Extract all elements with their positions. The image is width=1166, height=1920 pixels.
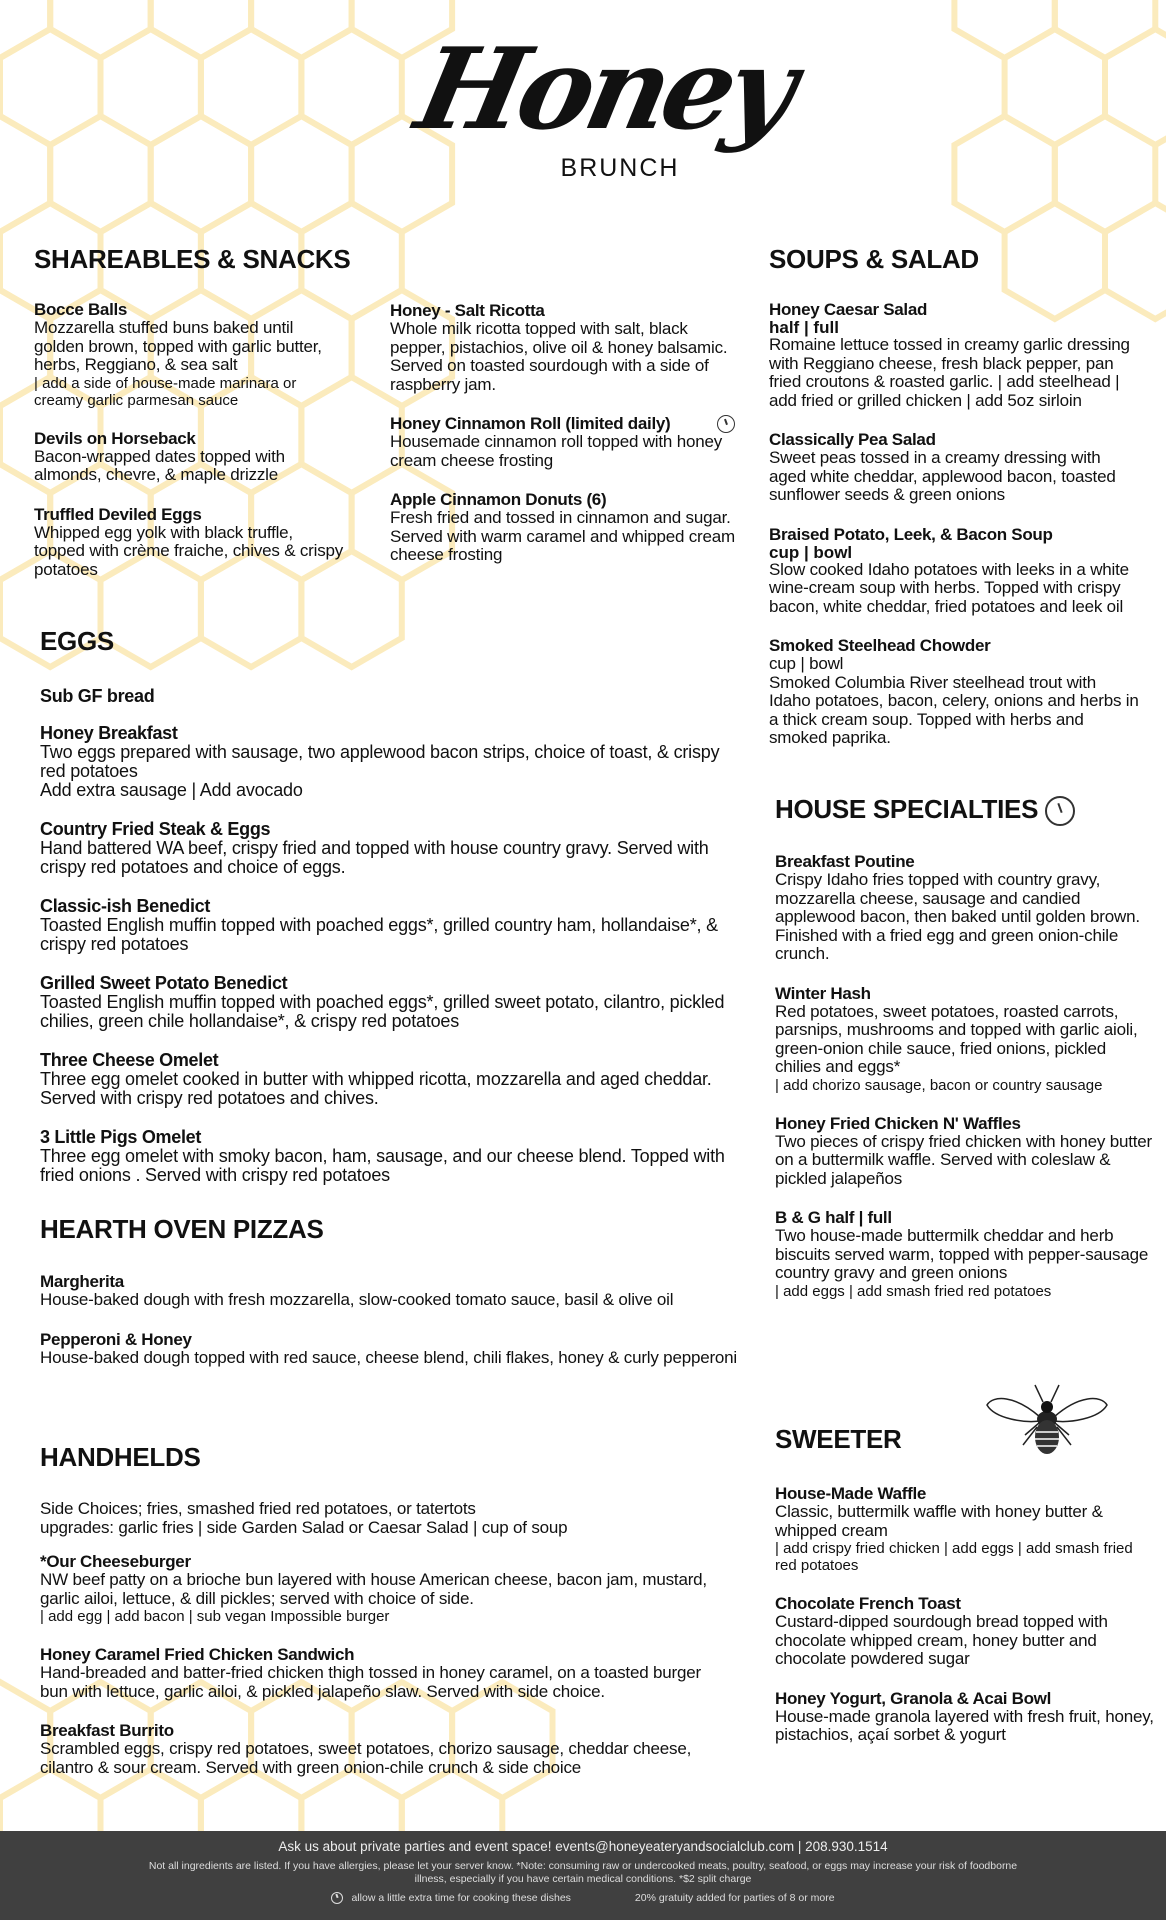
item-description: Slow cooked Idaho potatoes with leeks in a white wine-cream soup with herbs. Topped with crispy bacon, white cheddar, fried potatoes and leek oil bbox=[769, 559, 1129, 616]
menu-item bbox=[40, 1721, 720, 1777]
footer-notes bbox=[0, 1892, 1166, 1904]
menu-item bbox=[40, 1645, 720, 1701]
item-name: Country Fried Steak & Eggs bbox=[40, 819, 271, 839]
menu-item bbox=[769, 430, 1139, 505]
item-name: Pepperoni & Honey bbox=[40, 1329, 192, 1349]
menu-item bbox=[40, 1552, 720, 1625]
section-title-sweeter: SWEETER bbox=[775, 1424, 902, 1454]
item-name: *Our Cheeseburger bbox=[40, 1552, 191, 1571]
item-name: 3 Little Pigs Omelet bbox=[40, 1127, 202, 1147]
handhelds-intro bbox=[40, 1500, 740, 1537]
item-description: Toasted English muffin topped with poached eggs*, grilled sweet potato, cilantro, pickled chilies, green chile hollandaise*, & crispy red potatoes bbox=[40, 992, 725, 1031]
item-description: Crispy Idaho fries topped with country gravy, mozzarella cheese, sausage and candied applewood bacon, then baked until golden brown. Finished with a fried egg and green onion-chile crunch. bbox=[775, 870, 1140, 963]
menu-item bbox=[40, 974, 730, 1031]
menu-item bbox=[775, 1484, 1155, 1574]
sweeter-list bbox=[775, 1484, 1155, 1765]
item-size-options: cup | bowl bbox=[769, 654, 844, 673]
item-description: Hand-breaded and batter-fried chicken thigh tossed in honey caramel, on a toasted burger bun with lettuce, garlic ailoi, & pickled jalapeño slaw. Served with side choice. bbox=[40, 1663, 701, 1701]
menu-item bbox=[40, 1128, 730, 1185]
upgrades: upgrades: garlic fries | side Garden Salad or Caesar Salad | cup of soup bbox=[40, 1517, 568, 1537]
honeycomb-cell bbox=[1055, 0, 1156, 58]
section-title-specialties bbox=[775, 794, 1075, 826]
menu-item bbox=[40, 820, 730, 877]
menu-item bbox=[40, 1330, 740, 1368]
handhelds-list bbox=[40, 1552, 720, 1797]
item-name: Braised Potato, Leek, & Bacon Soup bbox=[769, 524, 1053, 544]
section-title-eggs: EGGS bbox=[40, 626, 114, 656]
menu-item bbox=[775, 984, 1155, 1094]
item-name: Breakfast Burrito bbox=[40, 1721, 174, 1740]
item-description: Classic, buttermilk waffle with honey butter & whipped cream bbox=[775, 1502, 1103, 1540]
menu-item bbox=[775, 1208, 1155, 1300]
item-name: Three Cheese Omelet bbox=[40, 1050, 219, 1070]
item-addons: | add egg | add bacon | sub vegan Impossible burger bbox=[40, 1608, 390, 1625]
clock-note-text: allow a little extra time for cooking these dishes bbox=[351, 1892, 571, 1904]
item-description: Two house-made buttermilk cheddar and herb biscuits served warm, topped with pepper-sausage country gravy and green onions bbox=[775, 1226, 1149, 1282]
item-addons: | add crispy fried chicken | add eggs | add smash fried red potatoes bbox=[775, 1540, 1133, 1574]
side-choices: Side Choices; fries, smashed fried red potatoes, or tatertots bbox=[40, 1499, 476, 1518]
item-description: Custard-dipped sourdough bread topped with chocolate whipped cream, honey butter and chocolate powdered sugar bbox=[775, 1612, 1108, 1668]
item-name: Grilled Sweet Potato Benedict bbox=[40, 973, 288, 993]
menu-item bbox=[769, 636, 1139, 748]
footer-gratuity: 20% gratuity added for parties of 8 or more bbox=[634, 1892, 835, 1904]
item-name: Honey Caesar Salad bbox=[769, 300, 928, 319]
item-name: B & G half | full bbox=[775, 1208, 892, 1227]
menu-item bbox=[769, 525, 1139, 617]
eggs-list bbox=[40, 724, 730, 1205]
item-description: Red potatoes, sweet potatoes, roasted carrots, parsnips, mushrooms and topped with garlic aioli, green-onion chile sauce, fried onions, pickled chilies and eggs* bbox=[775, 1001, 1138, 1076]
menu-item bbox=[775, 1689, 1155, 1745]
menu-item bbox=[40, 724, 730, 800]
item-name-row bbox=[390, 414, 735, 433]
menu-item bbox=[34, 429, 344, 485]
item-name: Breakfast Poutine bbox=[775, 852, 915, 871]
footer-clock-note bbox=[331, 1892, 570, 1904]
honeycomb-cell bbox=[0, 0, 50, 58]
item-description: Romaine lettuce tossed in creamy garlic dressing with Reggiano cheese, fresh black pepper, pan fried croutons & roasted garlic. | add steelhead | add fried or grilled chicken | add 5oz sirloin bbox=[769, 335, 1130, 410]
item-description: Hand battered WA beef, crispy fried and topped with house country gravy. Served with crispy red potatoes and choice of eggs. bbox=[40, 838, 709, 877]
specialties-title-text: HOUSE SPECIALTIES bbox=[775, 794, 1039, 824]
item-description: Two eggs prepared with sausage, two applewood bacon strips, choice of toast, & crispy red potatoes bbox=[40, 742, 720, 781]
item-name: Margherita bbox=[40, 1272, 124, 1291]
logo-wordmark: Honey bbox=[406, 24, 803, 155]
logo-subtitle: BRUNCH bbox=[560, 154, 680, 182]
item-description: Three egg omelet cooked in butter with whipped ricotta, mozzarella and aged cheddar. Served with crispy red potatoes and chives. bbox=[40, 1069, 712, 1108]
item-description: Mozzarella stuffed buns baked until golden brown, topped with garlic butter, herbs, Reggiano, & sea salt bbox=[34, 318, 322, 374]
item-addons: | add chorizo sausage, bacon or country sausage bbox=[775, 1076, 1103, 1094]
clock-icon bbox=[331, 1892, 343, 1904]
menu-item bbox=[390, 490, 735, 565]
item-name: Winter Hash bbox=[775, 983, 871, 1003]
item-addons: Add extra sausage | Add avocado bbox=[40, 780, 303, 800]
item-description: Fresh fried and tossed in cinnamon and sugar. Served with warm caramel and whipped cream cheese frosting bbox=[390, 508, 735, 564]
item-name: Honey Cinnamon Roll (limited daily) bbox=[390, 414, 671, 433]
menu-item bbox=[40, 1272, 740, 1310]
item-description: Toasted English muffin topped with poached eggs*, grilled country ham, hollandaise*, & crispy red potatoes bbox=[40, 915, 718, 954]
honeycomb-cell bbox=[954, 0, 1054, 58]
item-description: Whole milk ricotta topped with salt, black pepper, pistachios, olive oil & honey balsamic. Served on toasted sourdough with a side of raspberry jam. bbox=[390, 319, 728, 394]
item-description: Three egg omelet with smoky bacon, ham, sausage, and our cheese blend. Topped with fried onions . Served with crispy red potatoes bbox=[40, 1146, 725, 1185]
menu-item bbox=[390, 414, 735, 470]
item-name: Apple Cinnamon Donuts (6) bbox=[390, 490, 607, 509]
item-addons: | add a side of house-made marinara or creamy garlic parmesan sauce bbox=[34, 374, 297, 409]
item-name: Classic-ish Benedict bbox=[40, 896, 211, 916]
item-description: Two pieces of crispy fried chicken with honey butter on a buttermilk waffle. Served with coleslaw & pickled jalapeños bbox=[775, 1131, 1153, 1188]
menu-item bbox=[34, 300, 344, 409]
item-size-options: cup | bowl bbox=[769, 542, 853, 562]
menu-item bbox=[775, 1594, 1155, 1669]
item-name: Devils on Horseback bbox=[34, 428, 196, 448]
shareables-col1 bbox=[34, 300, 344, 599]
item-name: Honey Fried Chicken N' Waffles bbox=[775, 1113, 1021, 1133]
soups-list bbox=[769, 300, 1139, 768]
section-title-pizzas: HEARTH OVEN PIZZAS bbox=[40, 1214, 324, 1244]
specialties-list bbox=[775, 852, 1155, 1320]
item-description: Smoked Columbia River steelhead trout with Idaho potatoes, bacon, celery, onions and herbs in a thick cream soup. Topped with herbs and smoked paprika. bbox=[769, 672, 1139, 747]
section-title-soups: SOUPS & SALAD bbox=[769, 244, 979, 274]
menu-item bbox=[775, 1114, 1155, 1189]
item-description: House-made granola layered with fresh fruit, honey, pistachios, açaí sorbet & yogurt bbox=[775, 1706, 1154, 1744]
item-description: NW beef patty on a brioche bun layered with house American cheese, bacon jam, mustard, garlic ailoi, lettuce, & dill pickles; served with choice of side. bbox=[40, 1570, 707, 1608]
honeycomb-cell bbox=[251, 0, 352, 58]
menu-item bbox=[769, 300, 1139, 410]
item-name: Honey Breakfast bbox=[40, 723, 178, 743]
item-description: House-baked dough topped with red sauce, cheese blend, chili flakes, honey & curly pepperoni bbox=[40, 1347, 738, 1367]
menu-item bbox=[390, 301, 735, 394]
footer-disclaimer: Not all ingredients are listed. If you have allergies, please let your server know. *Note: consuming raw or undercooked meats, poultry, seafood, or eggs may increase your risk of foodborne illness, especially if you have certain medical conditions. *$2 split charge bbox=[148, 1860, 1018, 1885]
item-description: Scrambled eggs, crispy red potatoes, sweet potatoes, chorizo sausage, cheddar cheese, cilantro & sour cream. Served with green onion-chile crunch & side choice bbox=[40, 1739, 692, 1777]
section-title-shareables: SHAREABLES & SNACKS bbox=[34, 244, 351, 274]
item-name: Honey Yogurt, Granola & Acai Bowl bbox=[775, 1688, 1051, 1708]
clock-icon bbox=[1045, 796, 1075, 826]
item-description: Sweet peas tossed in a creamy dressing with aged white cheddar, applewood bacon, toasted sunflower seeds & green onions bbox=[769, 448, 1116, 504]
item-name: Smoked Steelhead Chowder bbox=[769, 636, 991, 655]
pizzas-list bbox=[40, 1272, 740, 1387]
item-name: Bocce Balls bbox=[34, 300, 128, 319]
honeycomb-cell bbox=[1105, 29, 1166, 145]
item-name: Honey - Salt Ricotta bbox=[390, 301, 545, 320]
menu-item bbox=[34, 505, 344, 580]
footer-contact: Ask us about private parties and event space! events@honeyeateryandsocialclub.com | 208.930.1514 bbox=[278, 1839, 888, 1854]
item-description: Housemade cinnamon roll topped with honey cream cheese frosting bbox=[390, 432, 723, 470]
menu-item bbox=[40, 1051, 730, 1108]
footer bbox=[0, 1831, 1166, 1920]
shareables-col2 bbox=[390, 301, 735, 585]
item-description: Bacon-wrapped dates topped with almonds, chevre, & maple drizzle bbox=[34, 446, 285, 484]
clock-icon bbox=[717, 415, 735, 433]
item-addons: | add eggs | add smash fried red potatoes bbox=[775, 1282, 1052, 1300]
item-description: Whipped egg yolk with black truffle, topped with crème fraiche, chives & crispy potatoes bbox=[34, 522, 344, 579]
item-description: House-baked dough with fresh mozzarella, slow-cooked tomato sauce, basil & olive oil bbox=[40, 1290, 674, 1309]
menu-item bbox=[775, 852, 1155, 964]
section-title-handhelds: HANDHELDS bbox=[40, 1442, 201, 1472]
menu-item bbox=[40, 897, 730, 954]
bee-illustration bbox=[985, 1375, 1110, 1460]
item-name: Honey Caramel Fried Chicken Sandwich bbox=[40, 1645, 355, 1664]
honeycomb-cell bbox=[50, 0, 151, 58]
item-name: House-Made Waffle bbox=[775, 1484, 927, 1503]
logo bbox=[406, 24, 803, 183]
item-name: Classically Pea Salad bbox=[769, 430, 936, 449]
eggs-note: Sub GF bread bbox=[40, 686, 155, 706]
item-name: Truffled Deviled Eggs bbox=[34, 504, 202, 524]
item-name: Chocolate French Toast bbox=[775, 1594, 961, 1613]
item-size-options: half | full bbox=[769, 318, 839, 337]
honeycomb-cell bbox=[151, 0, 251, 58]
